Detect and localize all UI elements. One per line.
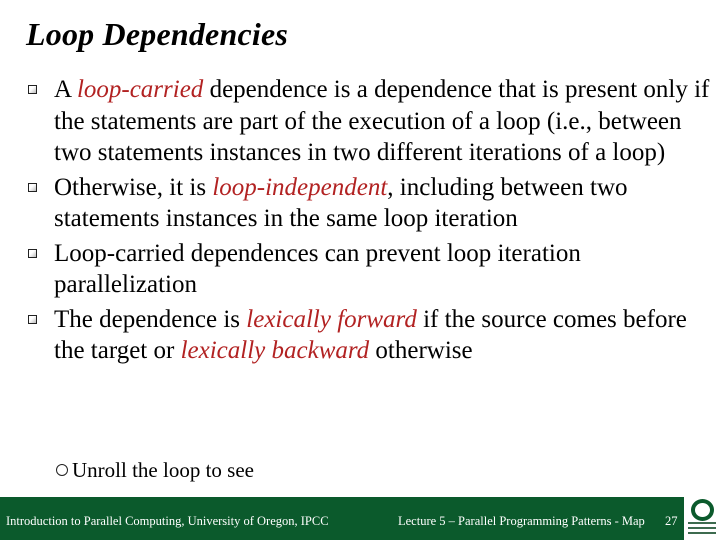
bullet-4-text-before: The dependence is	[54, 305, 247, 333]
bullet-4-emphasis-1: lexically forward	[246, 305, 417, 333]
logo-wordmark	[688, 522, 716, 537]
bullet-list	[26, 74, 716, 370]
bullet-4-text-mid: if the source comes before the target or	[54, 305, 687, 364]
bullet-item-3	[26, 238, 716, 301]
bullet-1-text-after: dependence is a dependence that is present only if the statements are part of the execution of a loop (i.e., between two statements instances in two different iterations of a loop)	[54, 76, 710, 166]
square-bullet-icon	[28, 249, 37, 258]
square-bullet-icon	[28, 183, 37, 192]
bullet-item-2	[26, 172, 716, 235]
bullet-2-text-before: Otherwise, it is	[54, 173, 213, 201]
bullet-4-emphasis-2: lexically backward	[180, 337, 370, 364]
university-of-oregon-logo	[684, 497, 720, 540]
square-bullet-icon	[28, 315, 37, 324]
bullet-4-text-after: otherwise	[369, 337, 473, 364]
footer-lecture-title: Lecture 5 – Parallel Programming Patterns - Map	[398, 514, 645, 528]
bullet-2-emphasis: loop-independent	[212, 173, 388, 201]
circle-bullet-icon	[56, 464, 68, 476]
bullet-3-text: Loop-carried dependences can prevent loop iteration parallelization	[54, 239, 581, 298]
footer-course-title: Introduction to Parallel Computing, University of Oregon, IPCC	[6, 514, 329, 528]
bullet-2-text-after: , including between two statements instances in the same loop iteration	[54, 173, 628, 232]
bullet-item-4	[26, 304, 716, 367]
square-bullet-icon	[28, 85, 37, 94]
slide-title: Loop Dependencies	[26, 16, 289, 52]
bullet-1-text-before: A	[54, 76, 77, 103]
sub-bullet-text: Unroll the loop to see	[72, 458, 254, 482]
bullet-item-1	[26, 74, 716, 169]
bullet-1-emphasis: loop-carried	[76, 76, 204, 103]
oregon-o-icon	[691, 499, 714, 521]
sub-bullet-item	[56, 456, 254, 484]
page-number: 27	[665, 514, 678, 528]
footer-bar	[0, 497, 684, 540]
